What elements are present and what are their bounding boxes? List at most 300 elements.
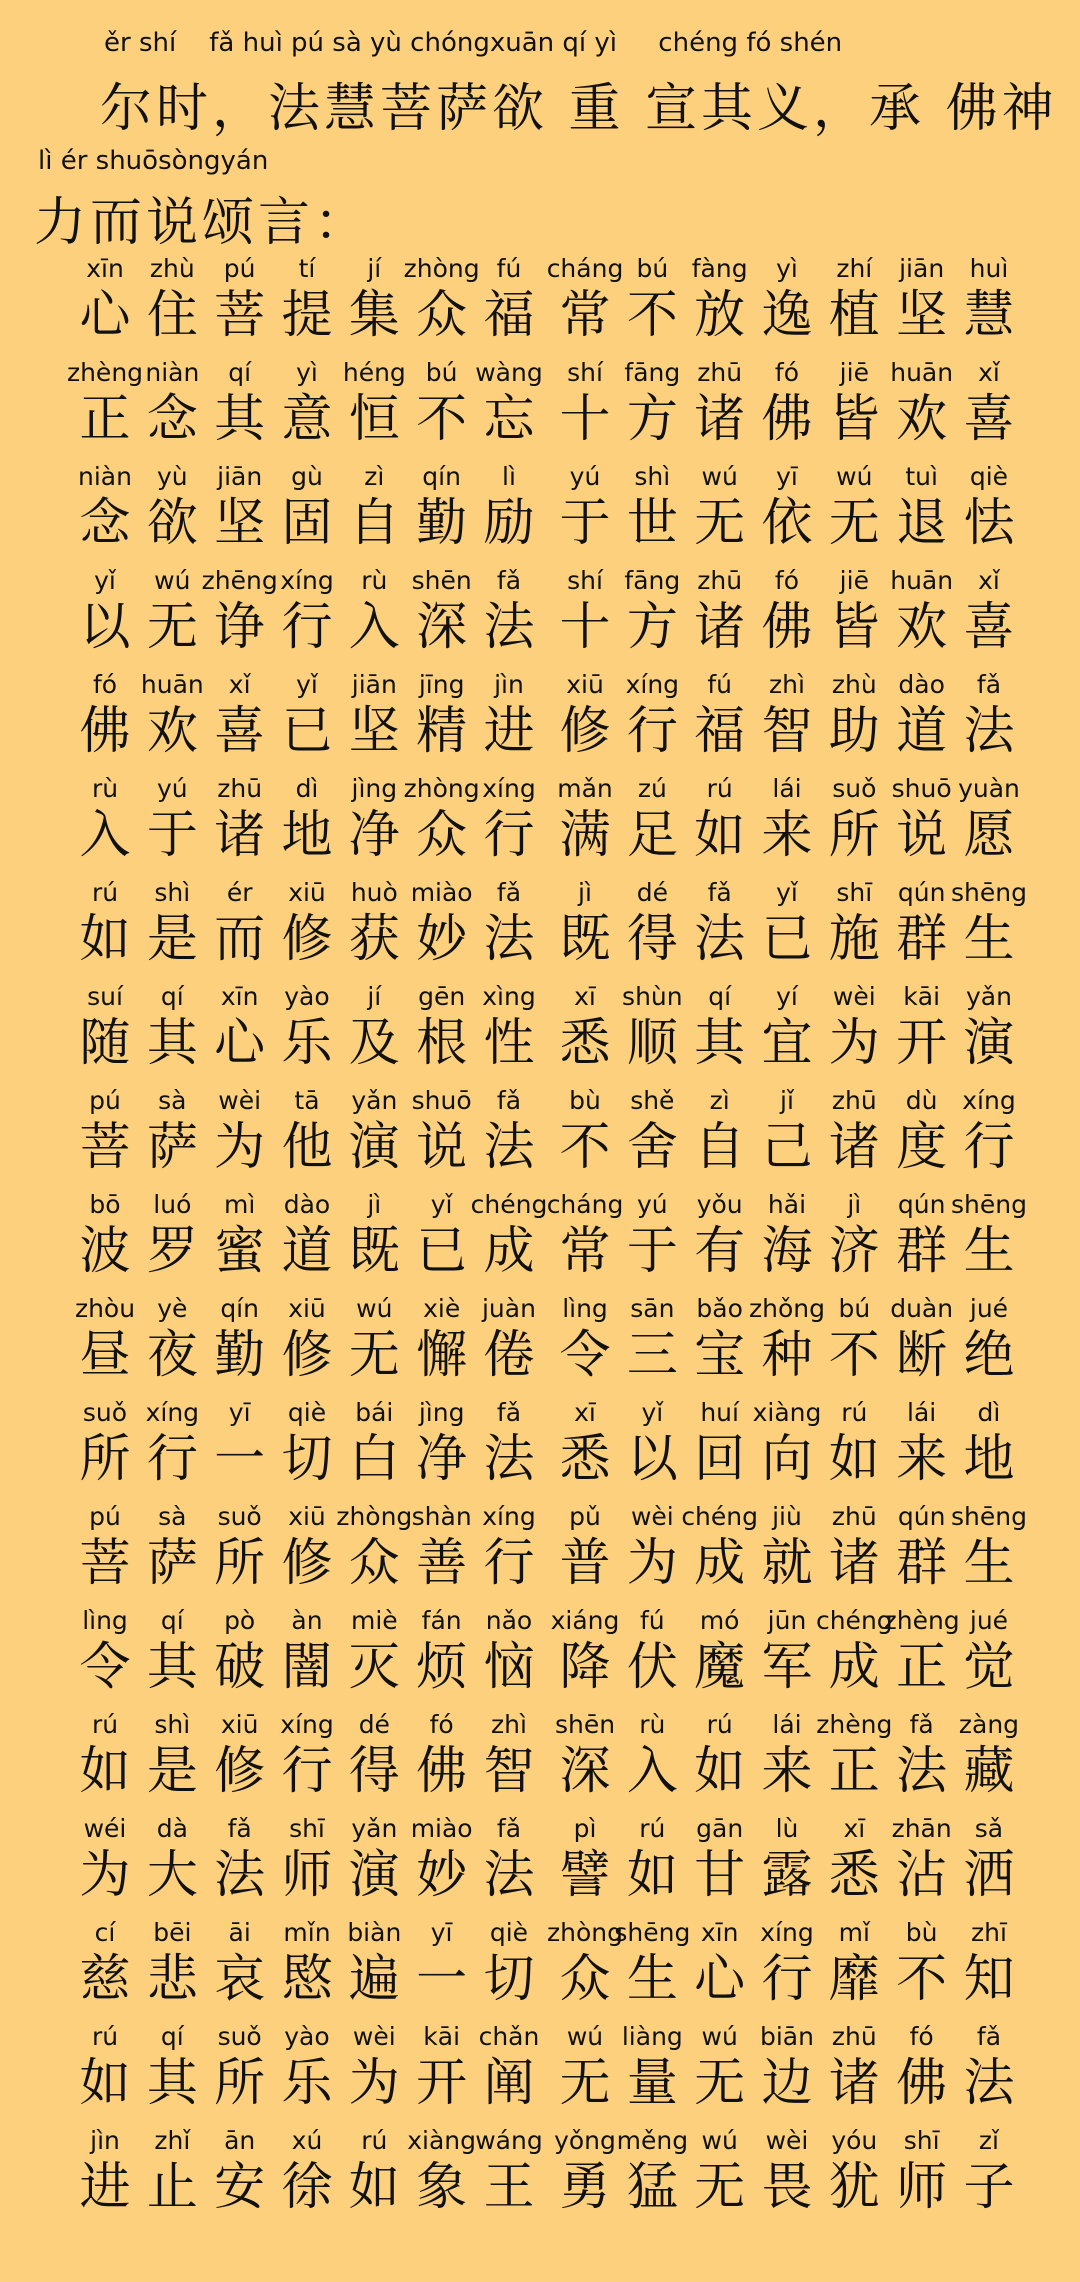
pinyin-annotation: fán [421, 1606, 462, 1635]
character-cell [825, 356, 883, 460]
chinese-character: 众 [416, 286, 468, 345]
pinyin-annotation: yī [776, 462, 798, 491]
character-cell [278, 1188, 336, 1292]
character-cell [211, 1604, 269, 1708]
chinese-character: 念 [146, 390, 198, 449]
verse-row [76, 1708, 1036, 1812]
chinese-character: 愍 [281, 1950, 333, 2009]
chinese-character: 意 [281, 390, 333, 449]
pinyin-annotation: xiū [288, 1502, 326, 1531]
character-cell [960, 2124, 1018, 2228]
character-cell [413, 1916, 471, 2020]
pinyin-annotation: yào [284, 982, 330, 1011]
character-cell [960, 668, 1018, 772]
character-cell [480, 1396, 538, 1500]
character-cell [76, 2020, 134, 2124]
character-cell [691, 668, 749, 772]
pinyin-annotation: zhū [697, 358, 743, 387]
character-cell [480, 1916, 538, 2020]
chinese-character: 行 [483, 1534, 535, 1593]
pinyin-annotation: fó [774, 358, 800, 387]
character-cell [278, 460, 336, 564]
chinese-character: 法 [694, 910, 746, 969]
character-cell [893, 980, 951, 1084]
chinese-character: 佛 [761, 598, 813, 657]
pinyin-annotation: shēng [950, 878, 1027, 907]
chinese-character: 成 [483, 1222, 535, 1281]
pinyin-annotation: fāng [624, 566, 681, 595]
character-cell [410, 1812, 473, 1916]
pinyin-annotation: zhòng [547, 1918, 623, 1947]
character-cell [825, 460, 883, 564]
character-cell [140, 668, 204, 772]
character-cell [623, 252, 681, 356]
verse-row [76, 980, 1036, 1084]
intro-line-2-pinyin: lì ér shuōsòngyán [38, 146, 269, 176]
character-cell [410, 876, 473, 980]
character-cell [691, 1916, 749, 2020]
chinese-character: 慧 [963, 286, 1015, 345]
chinese-character: 觉 [963, 1638, 1015, 1697]
chinese-character: 愿 [963, 806, 1015, 865]
chinese-character: 于 [146, 806, 198, 865]
character-cell [345, 1084, 403, 1188]
character-cell [278, 2124, 336, 2228]
chinese-character: 萨 [146, 1118, 198, 1177]
chinese-character: 安 [214, 2158, 266, 2217]
pinyin-annotation: lìng [82, 1606, 128, 1635]
pinyin-annotation: yǒng [554, 2126, 616, 2155]
character-cell [893, 1916, 951, 2020]
chinese-character: 象 [416, 2158, 468, 2217]
character-cell [893, 668, 951, 772]
chinese-character: 如 [694, 806, 746, 865]
character-cell [211, 356, 269, 460]
chinese-character: 成 [828, 1638, 880, 1697]
chinese-character: 智 [483, 1742, 535, 1801]
chinese-character: 师 [281, 1846, 333, 1905]
chinese-character: 法 [483, 1118, 535, 1177]
pinyin-annotation: qí [160, 1606, 184, 1635]
chinese-character: 佛 [896, 2054, 948, 2113]
intro-line-1-text: 尔时，法慧菩萨欲 重 宣其义，承 佛神 [100, 79, 1058, 139]
chinese-character: 心 [694, 1950, 746, 2009]
pinyin-annotation: yǐ [776, 878, 798, 907]
character-cell [76, 1604, 134, 1708]
chinese-character: 所 [214, 2054, 266, 2113]
character-cell [893, 460, 951, 564]
chinese-character: 十 [559, 598, 611, 657]
character-cell [278, 1812, 336, 1916]
pinyin-annotation: fǎ [496, 566, 522, 595]
chinese-character: 净 [348, 806, 400, 865]
chinese-character: 足 [626, 806, 678, 865]
character-cell [345, 1396, 403, 1500]
chinese-character: 罗 [146, 1222, 198, 1281]
chinese-character: 依 [761, 494, 813, 553]
character-cell [893, 876, 951, 980]
chinese-character: 悉 [559, 1430, 611, 1489]
character-cell [345, 252, 403, 356]
chinese-character: 常 [559, 1222, 611, 1281]
pinyin-annotation: zhèng [883, 1606, 960, 1635]
verse-right-half [556, 1812, 1018, 1916]
chinese-character: 喜 [214, 702, 266, 761]
chinese-character: 师 [896, 2158, 948, 2217]
character-cell [480, 2020, 538, 2124]
verse-left-half [76, 564, 538, 668]
chinese-character: 念 [79, 494, 131, 553]
pinyin-annotation: jiān [351, 670, 397, 699]
chinese-character: 为 [348, 2054, 400, 2113]
verse-right-half [556, 668, 1018, 772]
chinese-character: 行 [963, 1118, 1015, 1177]
character-cell [749, 1292, 825, 1396]
pinyin-annotation: ān [224, 2126, 256, 2155]
chinese-character: 有 [694, 1222, 746, 1281]
character-cell [345, 772, 403, 876]
pinyin-annotation: jiān [899, 254, 945, 283]
intro-line-1-pinyin: ěr shí fǎ huì pú sà yù chóngxuān qí yì chéng fó shén [104, 28, 843, 58]
chinese-character: 既 [559, 910, 611, 969]
character-cell [960, 564, 1018, 668]
character-cell [211, 252, 269, 356]
character-cell [143, 2020, 201, 2124]
verse-right-half [556, 1396, 1018, 1500]
chinese-character: 度 [896, 1118, 948, 1177]
pinyin-annotation: biān [759, 2022, 814, 2051]
pinyin-annotation: chǎn [478, 2022, 540, 2051]
character-cell [547, 1916, 623, 2020]
chinese-character: 无 [348, 1326, 400, 1385]
character-cell [143, 1084, 201, 1188]
pinyin-annotation: xíng [145, 1398, 200, 1427]
pinyin-annotation: pú [89, 1502, 121, 1531]
character-cell [480, 1500, 538, 1604]
character-cell [758, 772, 816, 876]
pinyin-annotation: yóu [831, 2126, 878, 2155]
character-cell [758, 460, 816, 564]
chinese-character: 勤 [416, 494, 468, 553]
pinyin-annotation: zàng [958, 1710, 1020, 1739]
pinyin-annotation: xíng [482, 1502, 536, 1531]
chinese-character: 说 [416, 1118, 468, 1177]
chinese-character: 所 [79, 1430, 131, 1489]
character-cell [691, 2124, 749, 2228]
chinese-character: 法 [214, 1846, 266, 1905]
pinyin-annotation: bái [355, 1398, 394, 1427]
chinese-character: 众 [348, 1534, 400, 1593]
character-cell [143, 564, 201, 668]
verse-row [76, 564, 1036, 668]
pinyin-annotation: àn [291, 1606, 323, 1635]
character-cell [691, 252, 749, 356]
chinese-character: 边 [761, 2054, 813, 2113]
character-cell [893, 2020, 951, 2124]
chinese-character: 沾 [896, 1846, 948, 1905]
character-cell [623, 564, 681, 668]
character-cell [825, 252, 883, 356]
chinese-character: 行 [281, 1742, 333, 1801]
character-cell [758, 2020, 816, 2124]
chinese-character: 植 [828, 286, 880, 345]
character-cell [556, 980, 614, 1084]
character-cell [413, 460, 471, 564]
pinyin-annotation: rú [706, 1710, 733, 1739]
verse-left-half [76, 1396, 538, 1500]
chinese-character: 是 [146, 1742, 198, 1801]
pinyin-annotation: yú [637, 1190, 668, 1219]
character-cell [556, 1292, 614, 1396]
chinese-character: 修 [281, 1534, 333, 1593]
pinyin-annotation: wú [701, 2126, 738, 2155]
verse-left-half [76, 1812, 538, 1916]
character-cell [66, 356, 144, 460]
character-cell [691, 876, 749, 980]
pinyin-annotation: qí [160, 2022, 184, 2051]
chinese-character: 演 [348, 1118, 400, 1177]
pinyin-annotation: qiè [969, 462, 1009, 491]
character-cell [546, 252, 624, 356]
pinyin-annotation: xǐ [228, 670, 251, 699]
chinese-character: 闇 [281, 1638, 333, 1697]
chinese-character: 魔 [694, 1638, 746, 1697]
pinyin-annotation: shě [630, 1086, 675, 1115]
pinyin-annotation: fǎ [496, 1814, 522, 1843]
chinese-character: 方 [626, 598, 678, 657]
chinese-character: 住 [146, 286, 198, 345]
pinyin-annotation: qiè [489, 1918, 529, 1947]
chinese-character: 徐 [281, 2158, 333, 2217]
pinyin-annotation: rú [841, 1398, 868, 1427]
chinese-character: 诸 [694, 390, 746, 449]
chinese-character: 切 [483, 1950, 535, 2009]
character-cell [691, 1604, 749, 1708]
pinyin-annotation: bǎo [696, 1294, 743, 1323]
character-cell [413, 564, 471, 668]
pinyin-annotation: luó [153, 1190, 192, 1219]
character-cell [403, 252, 480, 356]
pinyin-annotation: fú [640, 1606, 665, 1635]
pinyin-annotation: chéng [681, 1502, 758, 1531]
chinese-character: 入 [79, 806, 131, 865]
character-cell [480, 772, 538, 876]
pinyin-annotation: fó [774, 566, 800, 595]
chinese-character: 法 [896, 1742, 948, 1801]
pinyin-annotation: shēn [554, 1710, 616, 1739]
character-cell [960, 1396, 1018, 1500]
pinyin-annotation: rú [706, 774, 733, 803]
pinyin-annotation: jiù [772, 1502, 802, 1531]
chinese-character: 满 [559, 806, 611, 865]
verse-left-half [76, 252, 538, 356]
pinyin-annotation: rù [361, 566, 388, 595]
chinese-character: 勇 [559, 2158, 611, 2217]
character-cell [960, 252, 1018, 356]
chinese-character: 正 [828, 1742, 880, 1801]
chinese-character: 降 [559, 1638, 611, 1697]
chinese-character: 乐 [281, 1014, 333, 1073]
character-cell [758, 1708, 816, 1812]
character-cell [76, 1708, 134, 1812]
character-cell [691, 1188, 749, 1292]
character-cell [758, 1188, 816, 1292]
character-cell [893, 1396, 951, 1500]
chinese-character: 向 [761, 1430, 813, 1489]
pinyin-annotation: hǎi [767, 1190, 807, 1219]
chinese-character: 菩 [79, 1118, 131, 1177]
chinese-character: 不 [626, 286, 678, 345]
pinyin-annotation: wàng [475, 358, 543, 387]
pinyin-annotation: fó [92, 670, 118, 699]
pinyin-annotation: wú [154, 566, 191, 595]
character-cell [345, 1604, 403, 1708]
pinyin-annotation: tí [298, 254, 316, 283]
character-cell [211, 1500, 269, 1604]
chinese-character: 修 [214, 1742, 266, 1801]
character-cell [616, 2124, 689, 2228]
chinese-character: 诸 [828, 2054, 880, 2113]
character-cell [556, 772, 614, 876]
pinyin-annotation: kāi [423, 2022, 461, 2051]
chinese-character: 昼 [79, 1326, 131, 1385]
pinyin-annotation: suǒ [832, 774, 877, 803]
pinyin-annotation: huān [890, 566, 954, 595]
character-cell [691, 460, 749, 564]
chinese-character: 所 [214, 1534, 266, 1593]
character-cell [691, 564, 749, 668]
chinese-character: 心 [79, 286, 131, 345]
chinese-character: 而 [214, 910, 266, 969]
character-cell [556, 564, 614, 668]
character-cell [890, 356, 954, 460]
pinyin-annotation: shì [634, 462, 671, 491]
character-cell [825, 876, 883, 980]
character-cell [556, 460, 614, 564]
character-cell [960, 1812, 1018, 1916]
chinese-character: 已 [416, 1222, 468, 1281]
pinyin-annotation: cháng [546, 1190, 624, 1219]
character-cell [278, 980, 336, 1084]
character-cell [825, 1084, 883, 1188]
chinese-character: 性 [483, 1014, 535, 1073]
pinyin-annotation: xíng [760, 1918, 814, 1947]
character-cell [825, 668, 883, 772]
character-cell [480, 1604, 538, 1708]
chinese-character: 来 [896, 1430, 948, 1489]
pinyin-annotation: lù [775, 1814, 799, 1843]
pinyin-annotation: jiān [217, 462, 263, 491]
character-cell [556, 1708, 614, 1812]
character-cell [480, 876, 538, 980]
pinyin-annotation: wú [836, 462, 873, 491]
character-cell [345, 980, 403, 1084]
verse-left-half [76, 1084, 538, 1188]
pinyin-annotation: fǎ [909, 1710, 934, 1739]
verse-right-half [556, 1292, 1018, 1396]
character-cell [623, 1500, 681, 1604]
chinese-character: 皆 [828, 598, 880, 657]
pinyin-annotation: tuì [905, 462, 938, 491]
chinese-character: 生 [963, 1222, 1015, 1281]
pinyin-annotation: chéng [815, 1606, 893, 1635]
pinyin-annotation: suí [87, 982, 123, 1011]
character-cell [278, 356, 336, 460]
verse-row [76, 1084, 1036, 1188]
character-cell [893, 1084, 951, 1188]
verse-right-half [556, 460, 1018, 564]
chinese-character: 诸 [828, 1534, 880, 1593]
chinese-character: 种 [761, 1326, 813, 1385]
pinyin-annotation: pú [223, 254, 256, 283]
chinese-character: 得 [348, 1742, 400, 1801]
pinyin-annotation: xiū [566, 670, 604, 699]
chinese-character: 菩 [79, 1534, 131, 1593]
character-cell [960, 1292, 1018, 1396]
character-cell [143, 1500, 201, 1604]
character-cell [623, 356, 681, 460]
character-cell [623, 1188, 681, 1292]
pinyin-annotation: mó [699, 1606, 740, 1635]
pinyin-annotation: ér [226, 878, 253, 907]
verse-row [76, 1500, 1036, 1604]
pinyin-annotation: yǎn [351, 1814, 398, 1843]
chinese-character: 道 [896, 702, 948, 761]
chinese-character: 获 [348, 910, 400, 969]
pinyin-annotation: kāi [903, 982, 941, 1011]
pinyin-annotation: miè [350, 1606, 398, 1635]
character-cell [413, 668, 471, 772]
character-cell [345, 1916, 403, 2020]
pinyin-annotation: mǎn [557, 774, 613, 803]
pinyin-annotation: fú [707, 670, 732, 699]
character-cell [211, 1396, 269, 1500]
pinyin-annotation: rù [639, 1710, 666, 1739]
chinese-character: 王 [483, 2158, 535, 2217]
pinyin-annotation: zhèng [66, 358, 144, 387]
chinese-character: 深 [416, 598, 468, 657]
pinyin-annotation: yú [157, 774, 188, 803]
verse-left-half [76, 980, 538, 1084]
character-cell [556, 1500, 614, 1604]
chinese-character: 助 [828, 702, 880, 761]
pinyin-annotation: zhòng [336, 1502, 413, 1531]
pinyin-annotation: zhān [891, 1814, 952, 1843]
chinese-character: 自 [694, 1118, 746, 1177]
pinyin-annotation: xǐ [978, 358, 1000, 387]
chinese-character: 其 [146, 2054, 198, 2113]
chinese-character: 遍 [348, 1950, 400, 2009]
chinese-character: 众 [559, 1950, 611, 2009]
chinese-character: 不 [896, 1950, 948, 2009]
verse-row [76, 2124, 1036, 2228]
pinyin-annotation: zhù [831, 670, 877, 699]
chinese-character: 为 [626, 1534, 678, 1593]
pinyin-annotation: tā [294, 1086, 320, 1115]
pinyin-annotation: xī [574, 1398, 596, 1427]
pinyin-annotation: dào [898, 670, 945, 699]
pinyin-annotation: shī [836, 878, 873, 907]
pinyin-annotation: fǎ [707, 878, 732, 907]
chinese-character: 猛 [626, 2158, 678, 2217]
character-cell [825, 980, 883, 1084]
pinyin-annotation: shí [567, 566, 603, 595]
character-cell [691, 1084, 749, 1188]
chinese-character: 藏 [963, 1742, 1015, 1801]
character-cell [480, 460, 538, 564]
chinese-character: 破 [214, 1638, 266, 1697]
character-cell [960, 772, 1018, 876]
